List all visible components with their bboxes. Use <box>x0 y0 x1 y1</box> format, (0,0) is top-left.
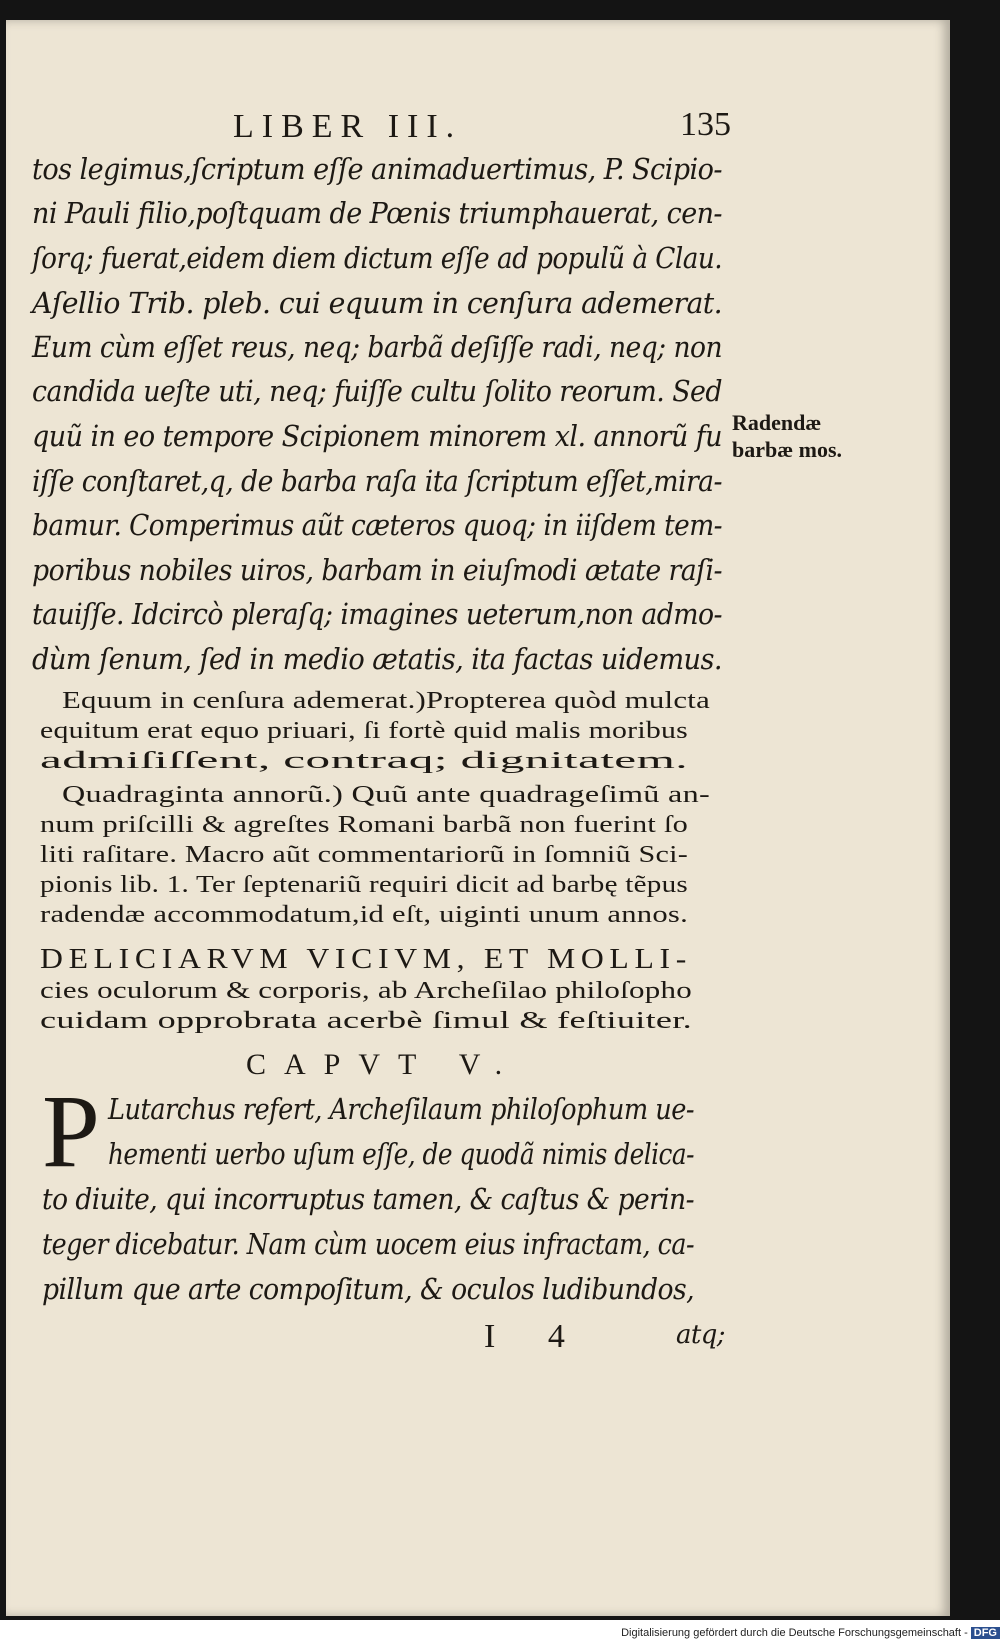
chapter-line: Lutarchus refert, Archeſilaum philoſophum ue- <box>108 1092 694 1126</box>
running-title: LIBER III. <box>233 108 463 145</box>
credit-text: Digitalisierung gefördert durch die Deutsche Forschungsgemeinschaft - <box>621 1627 968 1639</box>
body-line: ni Pauli filio,poſtquam de Pœnis triumphauerat, cen- <box>32 196 722 230</box>
body-line: poribus nobiles uiros, barbam in eiuſmodi ætate raſi- <box>32 553 722 587</box>
chapter-line: pillum que arte compoſitum, & oculos ludibundos, <box>42 1272 694 1306</box>
body-line: Eum cùm eſſet reus, neq; barbã deſiſſe radi, neq; non <box>32 330 722 364</box>
commentary-line: equitum erat equo priuari, ſi fortè quid malis moribus <box>40 718 688 744</box>
body-line: Aſellio Trib. pleb. cui equum in cenſura ademerat. <box>32 286 722 320</box>
signature-mark: I 4 <box>484 1318 587 1355</box>
commentary-line: admiſiſſent, contraq; dignitatem. <box>40 748 688 774</box>
page-number: 135 <box>680 106 731 143</box>
body-line: candida ueſte uti, neq; fuiſſe cultu ſolito reorum. Sed <box>32 374 722 408</box>
chapter-line: hementi uerbo uſum eſſe, de quodã nimis delica- <box>108 1137 694 1171</box>
dfg-logo: DFG <box>971 1627 1000 1639</box>
commentary-line: num priſcilli & agreſtes Romani barbã non fuerint ſo <box>40 812 688 838</box>
body-line: bamur. Comperimus aũt cæteros quoq; in iiſdem tem- <box>32 508 722 542</box>
body-line: dùm ſenum, ſed in medio ætatis, ita factas uidemus. <box>32 642 722 676</box>
body-line: tauiſſe. Idcircò pleraſq; imagines ueterum,non admo- <box>32 597 722 631</box>
commentary-line: Quadraginta annorũ.) Quũ ante quadrageſimũ an- <box>62 782 710 808</box>
drop-initial: P <box>42 1074 100 1189</box>
rubric-line: cuidam opprobrata acerbè ſimul & feſtiuiter. <box>40 1008 692 1034</box>
digitization-credit <box>602 1627 1000 1645</box>
rubric-line: cies oculorum & corporis, ab Archeſilao philoſopho <box>40 978 692 1004</box>
body-line: tos legimus,ſcriptum eſſe animaduertimus, P. Scipio- <box>32 152 722 186</box>
chapter-heading: CAPVT V. <box>246 1048 521 1081</box>
body-line: iſſe conſtaret,q, de barba raſa ita ſcriptum eſſet,mira- <box>32 464 722 498</box>
commentary-line: liti raſitare. Macro aũt commentariorũ in ſomniũ Sci- <box>40 842 688 868</box>
commentary-line: radendæ accommodatum,id eſt, uiginti unum annos. <box>40 902 688 928</box>
chapter-line: teger dicebatur. Nam cùm uocem eius infractam, ca- <box>42 1227 694 1261</box>
marginal-note: Radendæ barbæ mos. <box>732 410 843 462</box>
body-line: ſorq; fuerat,eidem diem dictum eſſe ad populũ à Clau. <box>32 241 722 275</box>
body-line: quũ in eo tempore Scipionem minorem xl. annorũ fu <box>32 419 722 453</box>
commentary-line: Equum in cenſura ademerat.)Propterea quòd mulcta <box>62 688 710 714</box>
catchword: atq; <box>676 1320 725 1350</box>
commentary-line: pionis lib. 1. Ter ſeptenariũ requiri dicit ad barbę tẽpus <box>40 872 688 898</box>
chapter-line: to diuite, qui incorruptus tamen, & caſtus & perin- <box>42 1182 694 1216</box>
rubric-line: DELICIARVM VICIVM, ET MOLLI- <box>40 944 692 975</box>
